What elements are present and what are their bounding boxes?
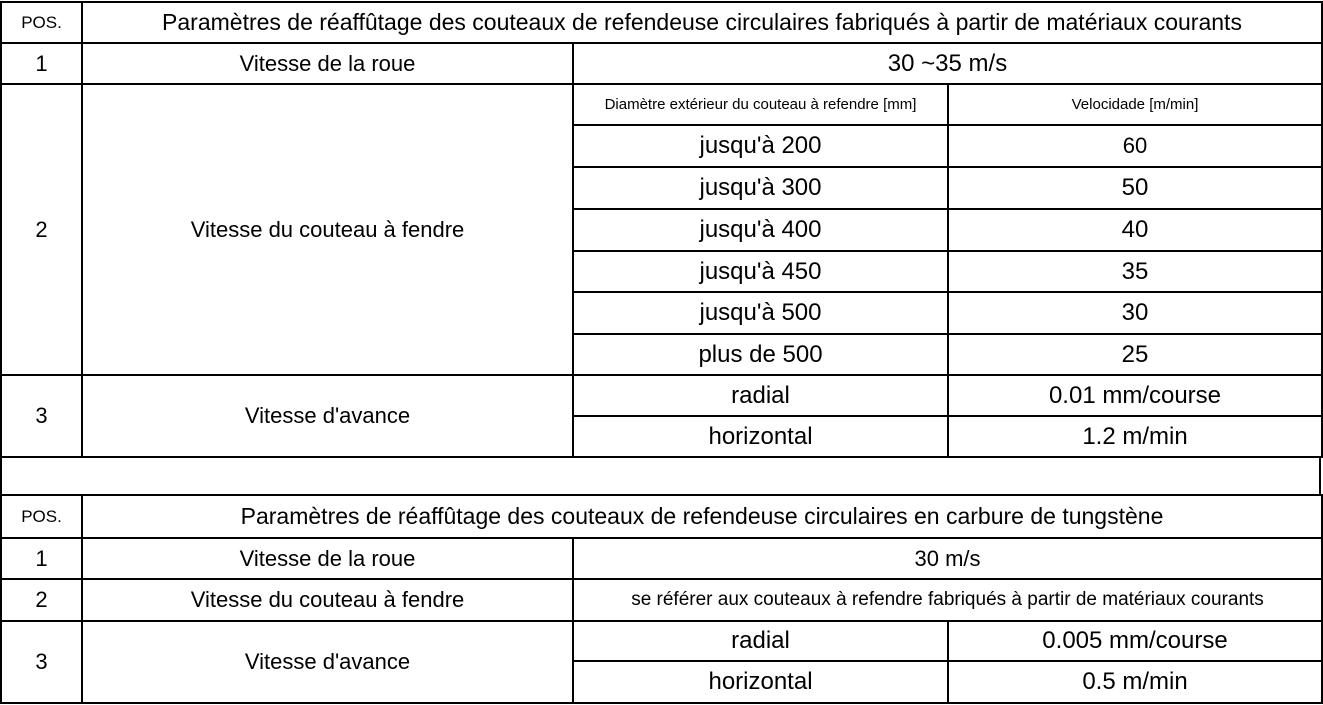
- param-label: Vitesse de la roue: [82, 538, 573, 579]
- radial-value: 0.01 mm/course: [948, 375, 1322, 416]
- param-label: Vitesse du couteau à fendre: [82, 579, 573, 621]
- column-header-diameter: Diamètre extérieur du couteau à refendre [mm]: [573, 84, 948, 125]
- radial-value: 0.005 mm/course: [948, 621, 1322, 661]
- radial-label: radial: [573, 375, 948, 416]
- param-value: 30 m/s: [573, 538, 1322, 579]
- pos-cell: 1: [1, 538, 82, 579]
- horizontal-label: horizontal: [573, 416, 948, 457]
- param-value: 30 ~35 m/s: [573, 43, 1322, 84]
- horizontal-label: horizontal: [573, 661, 948, 703]
- diameter-cell: jusqu'à 450: [573, 251, 948, 292]
- param-label: Vitesse d'avance: [82, 621, 573, 703]
- table-row: [1, 621, 1322, 661]
- param-label: Vitesse d'avance: [82, 375, 573, 457]
- diameter-cell: jusqu'à 400: [573, 209, 948, 251]
- table-header-row: [1, 495, 1322, 538]
- param-value: se référer aux couteaux à refendre fabriqués à partir de matériaux courants: [573, 579, 1322, 621]
- table-row: [1, 579, 1322, 621]
- velocity-cell: 50: [948, 167, 1322, 209]
- horizontal-value: 0.5 m/min: [948, 661, 1322, 703]
- pos-cell: 3: [1, 375, 82, 457]
- table-common-materials: [0, 1, 1323, 458]
- table-spacer: [0, 458, 1321, 494]
- velocity-cell: 40: [948, 209, 1322, 251]
- table-row: [1, 43, 1322, 84]
- velocity-cell: 25: [948, 334, 1322, 375]
- param-label: Vitesse du couteau à fendre: [82, 84, 573, 375]
- table-header-row: [1, 2, 1322, 43]
- diameter-cell: jusqu'à 300: [573, 167, 948, 209]
- velocity-cell: 30: [948, 292, 1322, 334]
- table-row: [1, 84, 1322, 125]
- horizontal-value: 1.2 m/min: [948, 416, 1322, 457]
- velocity-cell: 35: [948, 251, 1322, 292]
- pos-header: POS.: [1, 495, 82, 538]
- diameter-cell: jusqu'à 500: [573, 292, 948, 334]
- param-label: Vitesse de la roue: [82, 43, 573, 84]
- diameter-cell: plus de 500: [573, 334, 948, 375]
- table-row: [1, 538, 1322, 579]
- velocity-cell: 60: [948, 125, 1322, 167]
- table-tungsten-carbide: [0, 494, 1323, 704]
- table-title: Paramètres de réaffûtage des couteaux de refendeuse circulaires en carbure de tungstène: [82, 495, 1322, 538]
- table-title: Paramètres de réaffûtage des couteaux de refendeuse circulaires fabriqués à partir de matériaux courants: [82, 2, 1322, 43]
- pos-header: POS.: [1, 2, 82, 43]
- pos-cell: 2: [1, 84, 82, 375]
- pos-cell: 2: [1, 579, 82, 621]
- diameter-cell: jusqu'à 200: [573, 125, 948, 167]
- pos-cell: 3: [1, 621, 82, 703]
- radial-label: radial: [573, 621, 948, 661]
- column-header-velocity: Velocidade [m/min]: [948, 84, 1322, 125]
- table-row: [1, 375, 1322, 416]
- pos-cell: 1: [1, 43, 82, 84]
